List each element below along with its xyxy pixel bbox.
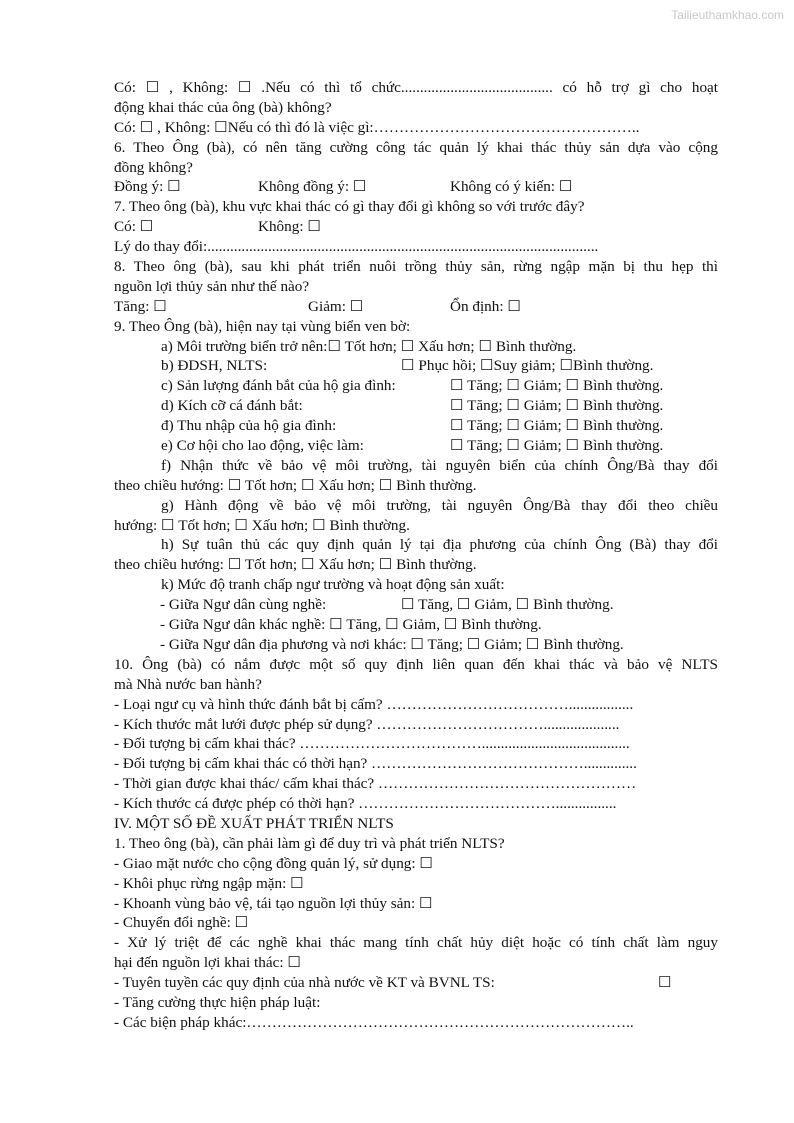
item-label: d) Kích cỡ cá đánh bắt: (161, 397, 303, 415)
text-line: động khai thác của ông (bà) không? (114, 98, 332, 116)
change-reason-field[interactable]: Lý do thay đổi:....................................................................................................... (114, 238, 599, 256)
option-yes[interactable]: Có: ☐ (114, 218, 154, 236)
proposal-item[interactable]: - Khoanh vùng bảo vệ, tái tạo nguồn lợi thủy sản: ☐ (114, 894, 433, 912)
question-9k-1 (114, 595, 718, 615)
option-agree[interactable]: Đồng ý: ☐ (114, 178, 181, 196)
text-line: Có: ☐ , Không: ☐Nếu có thì đó là việc gì:…………………………………………….. (114, 118, 640, 136)
item-options[interactable]: ☐ Tăng, ☐ Giảm, ☐ Bình thường. (401, 596, 614, 614)
question-7-options (114, 217, 718, 237)
regulation-item[interactable]: - Kích thước cá được phép có thời hạn? …………………………………................ (114, 795, 617, 813)
item-options[interactable]: ☐ Tăng; ☐ Giảm; ☐ Bình thường. (450, 377, 664, 395)
question-7: 7. Theo ông (bà), khu vực khai thác có gì thay đổi gì không so với trước đây? (114, 198, 585, 216)
option-increase[interactable]: Tăng: ☐ (114, 297, 167, 315)
question-9b (114, 356, 718, 376)
question-9f: f) Nhận thức về bảo vệ môi trường, tài nguyên biển của chính Ông/Bà thay đổi (161, 456, 718, 474)
question-10: 10. Ông (bà) có nắm được một số quy định liên quan đến khai thác và bảo vệ NLTS (114, 655, 718, 673)
section-heading: IV. MỘT SỐ ĐỀ XUẤT PHÁT TRIỂN NLTS (114, 814, 394, 832)
item-label: a) Môi trường biển trở nên: (161, 337, 328, 355)
question-9a (114, 337, 718, 357)
item-options[interactable]: ☐ Tăng; ☐ Giảm; ☐ Bình thường. (450, 437, 664, 455)
question-6-cont: đồng không? (114, 158, 193, 176)
survey-page (114, 78, 718, 1033)
question-9k-2[interactable]: - Giữa Ngư dân khác nghề: ☐ Tăng, ☐ Giảm, ☐ Bình thường. (160, 616, 542, 634)
text-line: Có: ☐ , Không: ☐ .Nếu có thì tổ chức........................................ có hỗ trợ gì cho hoạt (114, 79, 718, 96)
option-no[interactable]: Không: ☐ (258, 218, 321, 236)
proposal-item[interactable]: - Giao mặt nước cho cộng đồng quản lý, sử dụng: ☐ (114, 854, 434, 872)
proposal-item-cont[interactable]: hại đến nguồn lợi khai thác: ☐ (114, 954, 301, 972)
question-9h-cont[interactable]: theo chiều hướng: ☐ Tốt hơn; ☐ Xấu hơn; ☐ Bình thường. (114, 556, 477, 574)
item-label: đ) Thu nhập của hộ gia đình: (161, 417, 337, 435)
option-stable[interactable]: Ổn định: ☐ (450, 297, 521, 315)
checkbox[interactable]: ☐ (658, 974, 672, 992)
question-6: 6. Theo Ông (bà), có nên tăng cường công tác quản lý khai thác thủy sản dựa vào cộng (114, 138, 718, 156)
option-no-opinion[interactable]: Không có ý kiến: ☐ (450, 178, 573, 196)
item-options[interactable]: ☐ Tăng; ☐ Giảm; ☐ Bình thường. (450, 417, 664, 435)
question-9dd (114, 416, 718, 436)
question-10-cont: mà Nhà nước ban hành? (114, 675, 262, 693)
option-disagree[interactable]: Không đồng ý: ☐ (258, 178, 367, 196)
regulation-item[interactable]: - Đối tượng bị cấm khai thác có thời hạn? …………………………………….............. (114, 755, 637, 773)
question-9h: h) Sự tuân thủ các quy định quản lý tại địa phương của chính Ông (Bà) thay đổi (161, 536, 718, 554)
proposal-item[interactable]: - Chuyển đổi nghề: ☐ (114, 914, 249, 932)
item-label: b) ĐDSH, NLTS: (161, 357, 268, 375)
question-6-options (114, 177, 718, 197)
watermark: Tailieuthamkhao.com (671, 8, 784, 22)
question-8-cont: nguồn lợi thủy sản như thế nào? (114, 277, 310, 295)
item-label: c) Sản lượng đánh bắt của hộ gia đình: (161, 377, 396, 395)
proposal-item[interactable]: - Khôi phục rừng ngập mặn: ☐ (114, 874, 304, 892)
question-9k-3[interactable]: - Giữa Ngư dân địa phương và nơi khác: ☐ Tăng; ☐ Giảm; ☐ Bình thường. (160, 635, 624, 653)
item-options[interactable]: ☐ Tăng; ☐ Giảm; ☐ Bình thường. (450, 397, 664, 415)
question-9g-cont[interactable]: hướng: ☐ Tốt hơn; ☐ Xấu hơn; ☐ Bình thường. (114, 516, 410, 534)
question-9k: k) Mức độ tranh chấp ngư trường và hoạt động sản xuất: (161, 576, 505, 594)
question-9g: g) Hành động về bảo vệ môi trường, tài nguyên Ông/Bà thay đổi theo chiều (161, 496, 718, 514)
item-label: e) Cơ hội cho lao động, việc làm: (161, 437, 364, 455)
proposal-item: - Xử lý triệt để các nghề khai thác mang tính chất hủy diệt hoặc có tính chất làm nguy (114, 934, 718, 952)
question-9e (114, 436, 718, 456)
regulation-item[interactable]: - Thời gian được khai thác/ cấm khai thác? …………………………………………… (114, 775, 637, 793)
item-options[interactable]: ☐ Phục hồi; ☐Suy giảm; ☐Bình thường. (401, 357, 654, 375)
other-measures-field[interactable]: - Các biện pháp khác:………………………………………………………………….. (114, 1013, 634, 1031)
regulation-item[interactable]: - Kích thước mắt lưới được phép sử dụng? …………………………….................... (114, 715, 620, 733)
option-decrease[interactable]: Giảm: ☐ (308, 297, 364, 315)
regulation-item[interactable]: - Đối tượng bị cấm khai thác? ………………………………....................................... (114, 735, 630, 753)
question-9: 9. Theo Ông (bà), hiện nay tại vùng biển ven bờ: (114, 317, 411, 335)
question-8: 8. Theo ông (bà), sau khi phát triển nuôi trồng thủy sản, rừng ngập mặn bị thu hẹp thì (114, 258, 718, 276)
regulation-item[interactable]: - Loại ngư cụ và hình thức đánh bắt bị cấm? ………………………………................. (114, 695, 634, 713)
proposal-item[interactable]: - Tăng cường thực hiện pháp luật: (114, 993, 321, 1011)
section-question-1: 1. Theo ông (bà), cần phải làm gì để duy trì và phát triển NLTS? (114, 834, 505, 852)
question-8-options (114, 297, 718, 317)
item-label: - Giữa Ngư dân cùng nghề: (160, 596, 327, 614)
question-9c (114, 376, 718, 396)
question-9f-cont[interactable]: theo chiều hướng: ☐ Tốt hơn; ☐ Xấu hơn; ☐ Bình thường. (114, 476, 477, 494)
item-options[interactable]: ☐ Tốt hơn; ☐ Xấu hơn; ☐ Bình thường. (327, 337, 577, 355)
item-label: - Tuyên tuyền các quy định của nhà nước về KT và BVNL TS: (114, 974, 495, 992)
proposal-item (114, 973, 718, 993)
question-9d (114, 396, 718, 416)
